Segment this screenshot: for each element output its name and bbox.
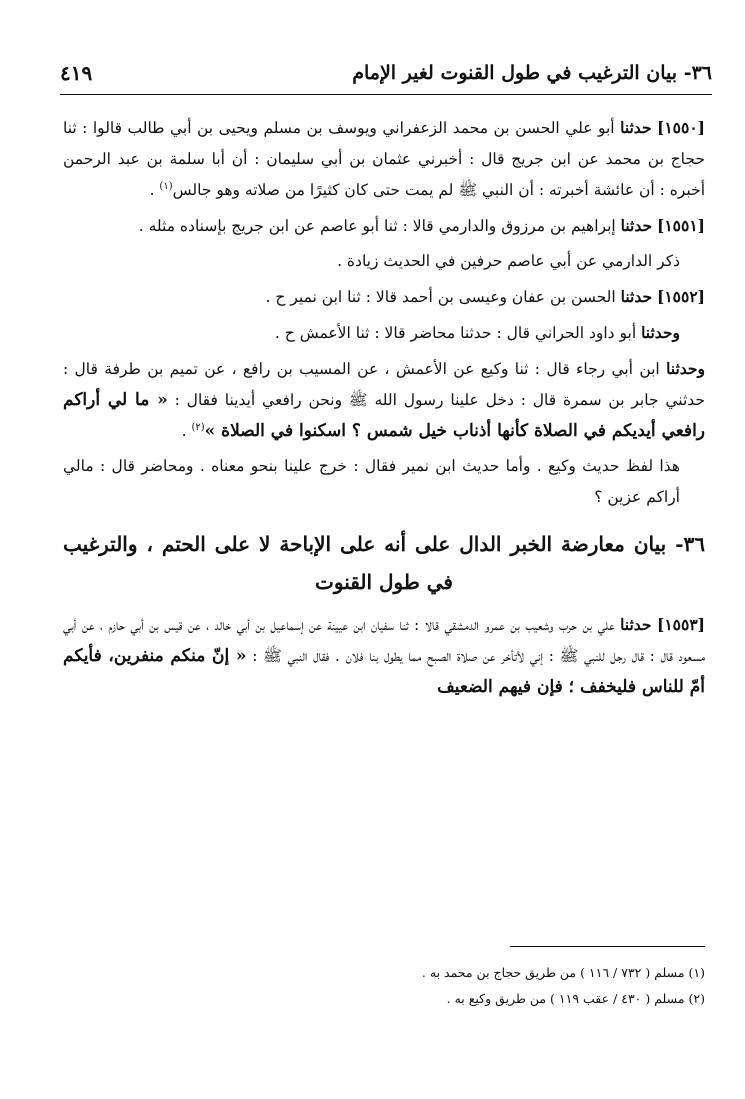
footnote-2: (٢) مسلم ( ٤٣٠ / عقب ١١٩ ) من طريق وكيع به . (446, 991, 705, 1006)
page-number: ٤١٩ (60, 61, 93, 85)
hadith-number: [١٥٥٣] (657, 615, 706, 634)
hadith-text: أبو علي الحسن بن محمد الزعفراني ويوسف بن مسلم ويحيى بن أبي طالب قالوا : ثنا حجاج بن محمد عن ابن جريج قال : أخبرني عثمان بن أبي سليمان : أن أبا سلمة بن عبد الرحمن أخبره : أن عائشة أخبرته : أن النبي ﷺ لم يمت حتى كان كثيرًا من صلاته وهو جالس (63, 119, 705, 199)
hadith-lead: وحدثنا (666, 359, 705, 378)
footnote-1: (١) مسلم ( ٧٣٢ / ١١٦ ) من طريق حجاج بن محمد به . (421, 965, 705, 980)
prophetic-quote: « إنّ منكم منفرين، فأيكم أمّ للناس فليخفف ؛ فإن فيهم الضعيف (63, 646, 705, 697)
footnote-separator (510, 946, 705, 947)
hadith-1552 (63, 281, 705, 313)
hadith-text: إبراهيم بن مرزوق والدارمي قالا : ثنا أبو عاصم عن ابن جريج بإسناده مثله . (138, 217, 616, 235)
prophetic-quote: « ما لي أراكم رافعي أيديكم في الصلاة كأنها أذناب خيل شمس ؟ اسكنوا في الصلاة » (63, 390, 705, 441)
hadith-lead: حدثنا (620, 118, 652, 137)
hadith-number: [١٥٥١] (657, 216, 705, 235)
section-title: ٣٦- بيان الترغيب في طول القنوت لغير الإمام (352, 62, 712, 84)
isnad-line-2 (63, 317, 705, 349)
hadith-end: . (181, 422, 192, 440)
hadith-text: ابن أبي رجاء قال : ثنا وكيع عن الأعمش ، عن المسيب بن رافع ، عن تميم بن طرفة قال : حدثني جابر بن سمرة قال : دخل علينا رسول الله ﷺ ونحن رافعي أيدينا فقال : (63, 360, 705, 409)
commentary-wording: هذا لفظ حديث وكيع . وأما حديث ابن نمير فقال : خرج علينا بنحو معناه . ومحاضر قال : مالي أراكم عزين ؟ (63, 457, 680, 506)
hadith-lead: حدثنا (620, 615, 652, 634)
hadith-text: علي بن حرب وشعيب بن عمرو الدمشقي قالا : ثنا سفيان ابن عيينة عن إسماعيل بن أبي خالد ، عن قيس بن أبي حازم ، عن أبي مسعود قال : قال رجل للنبي ﷺ : إني لأتأخر عن صلاة الصبح مما يطول بنا فلان . فقال النبي ﷺ : (63, 616, 705, 665)
footnote-ref: (٢) (191, 421, 205, 433)
hadith-text: الحسن بن عفان وعيسى بن أحمد قالا : ثنا ابن نمير ح . (265, 288, 616, 306)
main-text (63, 112, 705, 707)
chapter-heading: ٣٦- بيان معارضة الخبر الدال على أنه على الإباحة لا على الحتم ، والترغيب في طول القنوت (63, 532, 705, 594)
hadith-lead: حدثنا (620, 287, 653, 306)
hadith-1551 (63, 210, 705, 242)
hadith-text: أبو داود الحراني قال : حدثنا محاضر قالا : ثنا الأعمش ح . (274, 324, 637, 342)
running-header (60, 52, 712, 95)
footnote-ref: (١) (159, 180, 173, 192)
footnotes (63, 960, 705, 1012)
hadith-end: . (149, 181, 160, 199)
hadith-number: [١٥٥٠] (657, 118, 706, 137)
commentary-darimi: ذكر الدارمي عن أبي عاصم حرفين في الحديث زيادة . (337, 252, 680, 270)
hadith-lead: وحدثنا (641, 323, 680, 342)
hadith-1553 (63, 609, 705, 703)
hadith-1550 (63, 112, 705, 206)
hadith-number: [١٥٥٢] (657, 287, 705, 306)
hadith-lead: حدثنا (620, 216, 653, 235)
isnad-line-3 (63, 353, 705, 447)
